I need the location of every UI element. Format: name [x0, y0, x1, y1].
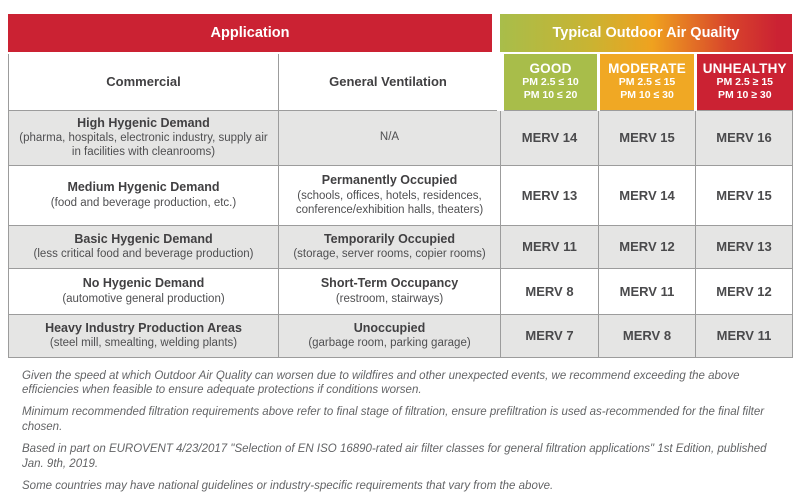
merv-good-cell: MERV 7	[501, 314, 599, 357]
row-desc: (restroom, stairways)	[285, 292, 494, 306]
column-header-commercial: Commercial	[9, 54, 279, 110]
table-row	[9, 165, 793, 225]
commercial-cell	[9, 165, 279, 225]
pm25-threshold: PM 2.5 ≥ 15	[699, 76, 791, 89]
pm10-threshold: PM 10 ≤ 20	[506, 89, 595, 102]
row-title: Basic Hygenic Demand	[15, 232, 272, 248]
ventilation-cell	[279, 110, 501, 165]
footnote: Minimum recommended filtration requirements above refer to final stage of filtration, ensure prefiltration is used as-recommended for the final filter chosen.	[22, 405, 778, 435]
row-desc: N/A	[285, 130, 494, 144]
quality-label: GOOD	[506, 61, 595, 76]
application-header: Application	[8, 14, 492, 52]
row-title: Medium Hygenic Demand	[15, 180, 272, 196]
table-row	[9, 314, 793, 357]
row-desc: (pharma, hospitals, electronic industry, supply air in facilities with cleanrooms)	[15, 131, 272, 159]
column-header-general-ventilation: General Ventilation	[279, 54, 501, 110]
column-header-unhealthy	[696, 54, 793, 110]
row-title: Short-Term Occupancy	[285, 276, 494, 292]
merv-moderate-cell: MERV 12	[599, 225, 696, 268]
row-desc: (less critical food and beverage production)	[15, 247, 272, 261]
commercial-cell	[9, 314, 279, 357]
footnotes	[8, 369, 792, 494]
pm25-threshold: PM 2.5 ≤ 10	[506, 76, 595, 89]
subheader-row	[9, 54, 793, 110]
merv-moderate-cell: MERV 15	[599, 110, 696, 165]
row-desc: (steel mill, smealting, welding plants)	[15, 336, 272, 350]
commercial-cell	[9, 268, 279, 314]
merv-unhealthy-cell: MERV 15	[696, 165, 793, 225]
merv-moderate-cell: MERV 11	[599, 268, 696, 314]
row-desc: (schools, offices, hotels, residences, conference/exhibition halls, theaters)	[285, 189, 494, 217]
table-row	[9, 225, 793, 268]
table-row	[9, 268, 793, 314]
row-desc: (garbage room, parking garage)	[285, 336, 494, 350]
row-desc: (food and beverage production, etc.)	[15, 196, 272, 210]
quality-label: MODERATE	[602, 61, 692, 76]
row-title: Permanently Occupied	[285, 173, 494, 189]
merv-good-cell: MERV 13	[501, 165, 599, 225]
ventilation-cell	[279, 225, 501, 268]
ventilation-cell	[279, 165, 501, 225]
footnote: Some countries may have national guidelines or industry-specific requirements that vary from the above.	[22, 479, 778, 494]
merv-good-cell: MERV 11	[501, 225, 599, 268]
footnote: Given the speed at which Outdoor Air Quality can worsen due to wildfires and other unexpected events, we recommend exceeding the above efficiencies when feasible to ensure adequate protections if conditions worsen.	[22, 369, 778, 399]
merv-unhealthy-cell: MERV 12	[696, 268, 793, 314]
row-title: High Hygenic Demand	[15, 116, 272, 132]
column-header-good	[501, 54, 599, 110]
row-title: No Hygenic Demand	[15, 276, 272, 292]
commercial-cell	[9, 110, 279, 165]
merv-unhealthy-cell: MERV 13	[696, 225, 793, 268]
air-quality-header: Typical Outdoor Air Quality	[500, 14, 792, 52]
footnote: Based in part on EUROVENT 4/23/2017 "Selection of EN ISO 16890-rated air filter classes for general filtration applications" 1st Edition, published Jan. 9th, 2019.	[22, 442, 778, 472]
row-desc: (storage, server rooms, copier rooms)	[285, 247, 494, 261]
ventilation-cell	[279, 314, 501, 357]
column-header-moderate	[599, 54, 696, 110]
merv-moderate-cell: MERV 14	[599, 165, 696, 225]
row-desc: (automotive general production)	[15, 292, 272, 306]
pm25-threshold: PM 2.5 ≤ 15	[602, 76, 692, 89]
merv-good-cell: MERV 8	[501, 268, 599, 314]
merv-recommendation-table	[8, 54, 793, 358]
merv-good-cell: MERV 14	[501, 110, 599, 165]
commercial-cell	[9, 225, 279, 268]
pm10-threshold: PM 10 ≤ 30	[602, 89, 692, 102]
merv-unhealthy-cell: MERV 11	[696, 314, 793, 357]
ventilation-cell	[279, 268, 501, 314]
quality-label: UNHEALTHY	[699, 61, 791, 76]
merv-unhealthy-cell: MERV 16	[696, 110, 793, 165]
pm10-threshold: PM 10 ≥ 30	[699, 89, 791, 102]
row-title: Unoccupied	[285, 321, 494, 337]
row-title: Temporarily Occupied	[285, 232, 494, 248]
table-row	[9, 110, 793, 165]
row-title: Heavy Industry Production Areas	[15, 321, 272, 337]
merv-moderate-cell: MERV 8	[599, 314, 696, 357]
table-banner	[8, 14, 792, 52]
